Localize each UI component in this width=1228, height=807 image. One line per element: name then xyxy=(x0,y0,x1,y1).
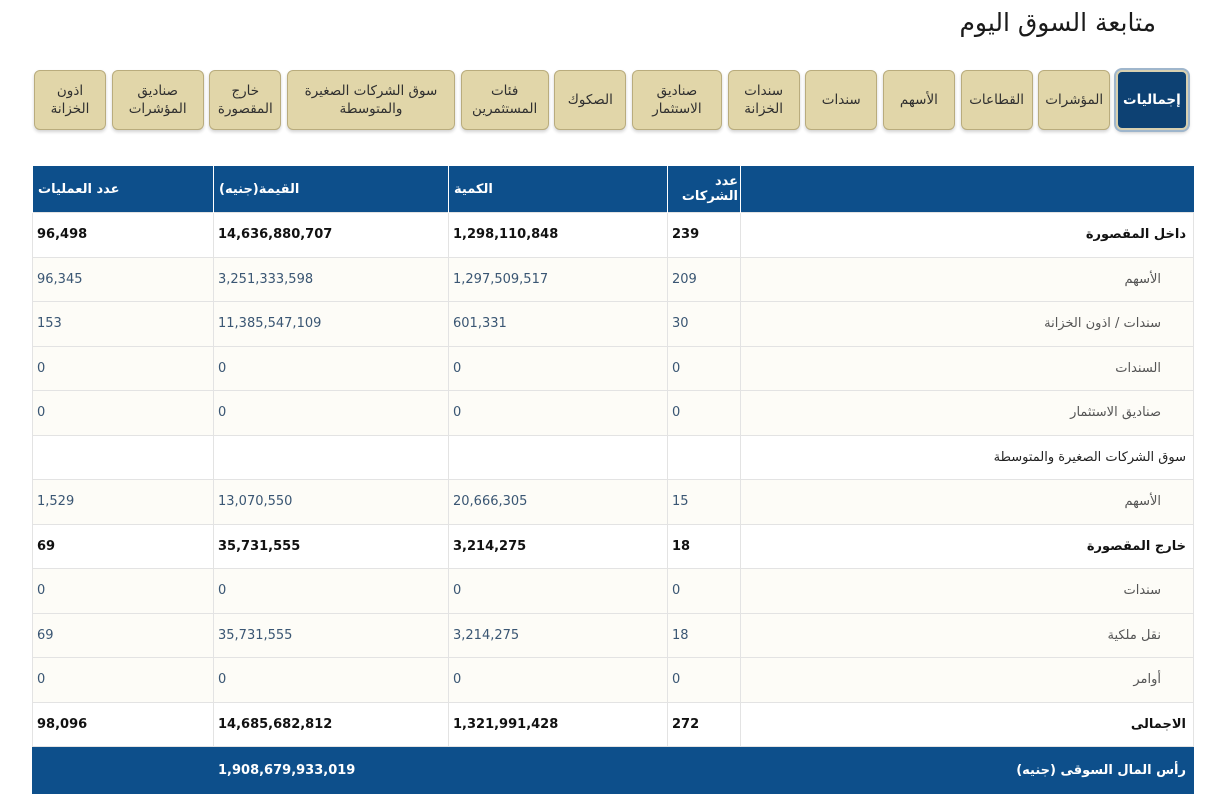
cell-companies: 18 xyxy=(668,524,741,569)
cell-value: 35,731,555 xyxy=(214,613,449,658)
table-row xyxy=(33,524,1194,569)
cell-companies: 0 xyxy=(668,391,741,436)
cell-operations: 96,498 xyxy=(33,213,214,258)
tab-etfs[interactable] xyxy=(112,70,204,130)
cell-operations xyxy=(33,435,214,480)
tab-stocks[interactable] xyxy=(883,70,955,130)
cell-quantity: 3,214,275 xyxy=(449,613,668,658)
cell-operations: 1,529 xyxy=(33,480,214,525)
row-name: داخل المقصورة xyxy=(741,213,1194,258)
table-row xyxy=(33,435,1194,480)
cell-value xyxy=(214,435,449,480)
market-cap-label: رأس المال السوقى (جنيه) xyxy=(449,747,1194,794)
tab-label: الصكوك xyxy=(567,92,613,108)
cell-value: 14,685,682,812 xyxy=(214,702,449,747)
cell-operations: 69 xyxy=(33,613,214,658)
cell-value: 0 xyxy=(214,569,449,614)
cell-operations: 0 xyxy=(33,346,214,391)
table-row xyxy=(33,480,1194,525)
header-name xyxy=(741,166,1194,213)
row-name: سندات / اذون الخزانة xyxy=(741,302,1194,347)
table-row xyxy=(33,302,1194,347)
cell-value: 13,070,550 xyxy=(214,480,449,525)
tab-investment-funds[interactable] xyxy=(632,70,722,130)
cell-quantity: 20,666,305 xyxy=(449,480,668,525)
row-name: الأسهم xyxy=(741,257,1194,302)
tab-sectors[interactable] xyxy=(961,70,1033,130)
tab-label: فئات المستثمرين xyxy=(472,83,538,117)
cell-companies: 272 xyxy=(668,702,741,747)
table-header-row xyxy=(33,166,1194,213)
table-row xyxy=(33,613,1194,658)
cell-companies: 0 xyxy=(668,346,741,391)
cell-quantity xyxy=(449,435,668,480)
cell-quantity: 1,298,110,848 xyxy=(449,213,668,258)
tab-treasury-bills[interactable] xyxy=(34,70,106,130)
cell-value: 0 xyxy=(214,658,449,703)
cell-value: 35,731,555 xyxy=(214,524,449,569)
cell-companies: 18 xyxy=(668,613,741,658)
cell-companies: 15 xyxy=(668,480,741,525)
cell-value: 11,385,547,109 xyxy=(214,302,449,347)
row-name: سوق الشركات الصغيرة والمتوسطة xyxy=(741,435,1194,480)
tab-sme-market[interactable] xyxy=(287,70,455,130)
tab-label: خارج المقصورة xyxy=(217,83,273,117)
market-cap-empty xyxy=(33,747,214,794)
row-name: الأسهم xyxy=(741,480,1194,525)
row-name: خارج المقصورة xyxy=(741,524,1194,569)
tab-treasury-bonds[interactable] xyxy=(728,70,800,130)
cell-operations: 96,345 xyxy=(33,257,214,302)
header-quantity: الكمية xyxy=(449,166,668,213)
market-cap-value: 1,908,679,933,019 xyxy=(214,747,449,794)
cell-value: 3,251,333,598 xyxy=(214,257,449,302)
cell-quantity: 0 xyxy=(449,569,668,614)
tab-label: صناديق الاستثمار xyxy=(652,83,702,117)
market-cap-row xyxy=(33,747,1194,794)
cell-value: 0 xyxy=(214,391,449,436)
tab-label: سوق الشركات الصغيرة والمتوسطة xyxy=(304,83,438,117)
tab-sukuk[interactable] xyxy=(554,70,626,130)
cell-operations: 0 xyxy=(33,658,214,703)
tab-bonds[interactable] xyxy=(805,70,877,130)
cell-operations: 153 xyxy=(33,302,214,347)
row-name: سندات xyxy=(741,569,1194,614)
tab-off-floor[interactable] xyxy=(209,70,281,130)
tab-indices[interactable] xyxy=(1038,70,1110,130)
row-name: أوامر xyxy=(741,658,1194,703)
cell-companies xyxy=(668,435,741,480)
tab-label: المؤشرات xyxy=(1045,92,1104,108)
tab-label: سندات xyxy=(821,92,861,108)
header-value: القيمة(جنيه) xyxy=(214,166,449,213)
cell-companies: 30 xyxy=(668,302,741,347)
cell-companies: 239 xyxy=(668,213,741,258)
header-operations: عدد العمليات xyxy=(33,166,214,213)
tab-label: إجماليات xyxy=(1123,92,1181,108)
cell-companies: 0 xyxy=(668,658,741,703)
tab-totals[interactable] xyxy=(1116,70,1188,130)
table-row xyxy=(33,213,1194,258)
market-tabs xyxy=(34,70,1188,132)
tab-investor-categories[interactable] xyxy=(461,70,549,130)
header-companies: عدد الشركات xyxy=(668,166,741,213)
cell-value: 0 xyxy=(214,346,449,391)
cell-companies: 0 xyxy=(668,569,741,614)
cell-quantity: 0 xyxy=(449,658,668,703)
cell-value: 14,636,880,707 xyxy=(214,213,449,258)
row-name: نقل ملكية xyxy=(741,613,1194,658)
page-title: متابعة السوق اليوم xyxy=(959,8,1156,37)
tab-label: القطاعات xyxy=(969,92,1024,108)
table-row xyxy=(33,569,1194,614)
table-row xyxy=(33,658,1194,703)
cell-companies: 209 xyxy=(668,257,741,302)
cell-operations: 0 xyxy=(33,391,214,436)
row-name: الاجمالى xyxy=(741,702,1194,747)
table-row-total xyxy=(33,702,1194,747)
cell-quantity: 601,331 xyxy=(449,302,668,347)
tab-label: صناديق المؤشرات xyxy=(128,83,187,117)
row-name: السندات xyxy=(741,346,1194,391)
cell-quantity: 0 xyxy=(449,391,668,436)
cell-quantity: 1,321,991,428 xyxy=(449,702,668,747)
tab-label: اذون الخزانة xyxy=(50,83,90,117)
cell-operations: 69 xyxy=(33,524,214,569)
tab-label: سندات الخزانة xyxy=(744,83,784,117)
tab-label: الأسهم xyxy=(899,92,938,108)
cell-operations: 0 xyxy=(33,569,214,614)
table-row xyxy=(33,346,1194,391)
table-row xyxy=(33,257,1194,302)
cell-operations: 98,096 xyxy=(33,702,214,747)
cell-quantity: 1,297,509,517 xyxy=(449,257,668,302)
market-summary-table xyxy=(32,166,1194,794)
cell-quantity: 0 xyxy=(449,346,668,391)
cell-quantity: 3,214,275 xyxy=(449,524,668,569)
row-name: صناديق الاستثمار xyxy=(741,391,1194,436)
table-row xyxy=(33,391,1194,436)
